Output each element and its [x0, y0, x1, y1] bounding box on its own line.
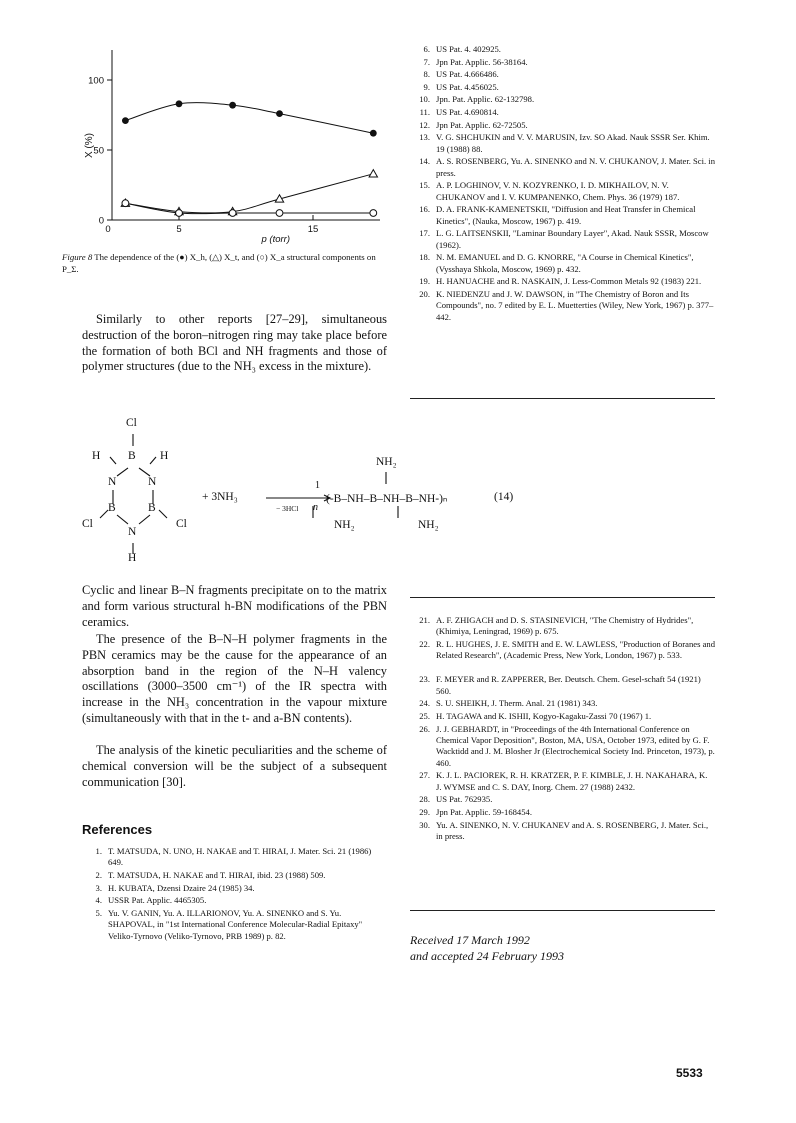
reference-number: 1.: [95, 846, 102, 856]
reference-number: 11.: [419, 107, 430, 117]
data-point-filled-circle: [276, 110, 283, 117]
x-tick-label: 0: [105, 224, 111, 235]
reference-number: 21.: [419, 615, 430, 625]
y-axis-label: X (%): [84, 133, 95, 158]
reference-text: H. KUBATA, Dzensi Dzaire 24 (1985) 34.: [108, 882, 255, 893]
data-point-filled-circle: [122, 117, 129, 124]
figure-caption-label: Figure 8: [62, 252, 93, 262]
ring-h-left: H: [92, 450, 101, 462]
data-point-filled-circle: [370, 130, 377, 137]
reference-text: K. NIEDENZU and J. W. DAWSON, in "The Chemistry of Boron and Its Compounds", no. 7 edited by E. L. Muetterties (Wiley, New York, 1967) p. 377–442.: [436, 288, 714, 322]
y-tick-label: 50: [93, 145, 104, 157]
reference-number: 5.: [95, 907, 102, 918]
data-point-open-circle: [370, 210, 377, 217]
reference-text: J. J. GEBHARDT, in "Proceedings of the 4th International Conference on Chemical Vapor Deposition", Boston, MA, USA, October 1973, edited by G. F. Wacktidd and J. M. Blosher Jr (Electrochemical Society Ind. Princeton, 1973), p. 460.: [436, 723, 715, 768]
reference-text: Jpn Pat. Applic. 62-72505.: [436, 119, 528, 130]
reference-text: US Pat. 4.456025.: [436, 81, 499, 92]
reference-number: 16.: [419, 204, 430, 215]
ring-cl-right: Cl: [176, 518, 187, 530]
chain-nh2-bottom-left: NH₂: [334, 519, 355, 531]
reference-number: 22.: [419, 639, 430, 649]
figure-8-chart: [60, 40, 400, 245]
reference-text: H. TAGAWA and K. ISHII, Kogyo-Kagaku-Zassi 70 (1967) 1.: [436, 711, 652, 721]
data-point-open-circle: [176, 210, 183, 217]
reference-text: H. HANUACHE and R. NASKAIN, J. Less-Common Metals 92 (1983) 221.: [436, 276, 702, 287]
received-date: [410, 932, 564, 964]
data-point-open-triangle: [369, 170, 377, 177]
reference-number: 13.: [419, 132, 430, 143]
data-point-open-circle: [276, 210, 283, 217]
references-list-left: [82, 846, 387, 966]
references-list-right: [410, 615, 715, 905]
reference-text: N. M. EMANUEL and D. G. KNORRE, "A Course in Chemical Kinetics", (Vysshaya Shkola, Moscow, 1969) p. 432.: [436, 252, 694, 274]
reference-number: 17.: [419, 228, 430, 239]
reference-text: L. G. LAITSENSKII, "Laminar Boundary Layer", Akad. Nauk SSSR, Moscow (1962).: [436, 228, 709, 250]
fraction-denominator: n: [313, 502, 318, 513]
series-line: [125, 103, 373, 134]
reference-number: 9.: [423, 81, 430, 92]
chain-nh2-bottom-right: NH₂: [418, 519, 439, 531]
reference-text: S. U. SHEIKH, J. Therm. Anal. 21 (1981) 343.: [436, 698, 598, 709]
reference-number: 2.: [95, 870, 102, 880]
reference-text: Jpn. Pat. Applic. 62-132798.: [436, 94, 535, 105]
ring-h-right: H: [160, 450, 169, 462]
reference-number: 26.: [419, 723, 430, 734]
figure-caption: [62, 252, 392, 275]
references-divider-top: [410, 398, 715, 399]
reference-number: 3.: [95, 882, 102, 893]
ring-b-lower-right: B: [148, 502, 156, 514]
arrow-byproduct: − 3HCl: [276, 504, 299, 513]
references-divider-mid: [410, 597, 715, 598]
reference-text: F. MEYER and R. ZAPPERER, Ber. Deutsch. Chem. Gesel-schaft 54 (1921) 560.: [436, 674, 701, 696]
reference-text: A. S. ROSENBERG, Yu. A. SINENKO and N. V. CHUKANOV, J. Mater. Sci. in press.: [436, 156, 715, 178]
reference-number: 7.: [423, 56, 430, 67]
reference-number: 14.: [419, 156, 430, 167]
references-divider-bottom: [410, 910, 715, 911]
references-heading: References: [82, 822, 153, 837]
y-tick-label: 100: [88, 75, 104, 87]
ring-h-bottom: H: [128, 552, 137, 564]
ring-n-upper-right: N: [148, 476, 157, 488]
reference-number: 27.: [419, 770, 430, 781]
data-point-open-circle: [122, 200, 129, 207]
equation-number: (14): [494, 491, 514, 503]
ring-cl-top: Cl: [126, 417, 137, 429]
x-tick-label: 15: [307, 224, 319, 235]
chart-axes: [112, 50, 380, 220]
reference-text: V. G. SHCHUKIN and V. V. MARUSIN, Izv. SO Akad. Nauk SSSR Ser. Khim. 19 (1988) 88.: [436, 132, 710, 154]
reference-text: Yu. V. GANIN, Yu. A. ILLARIONOV, Yu. A. SINENKO and S. Yu. SHAPOVAL, in "1st International Conference Molecular-Radial Epitaxy" Veliko-Tyrnovo (Veliko-Tyrnovo, PRB 1989) p. 82.: [108, 907, 363, 941]
reference-text: US Pat. 4. 402925.: [436, 44, 501, 54]
accepted-line: and accepted 24 February 1993: [410, 949, 564, 963]
reference-text: T. MATSUDA, N. UNO, H. NAKAE and T. HIRAI, J. Mater. Sci. 21 (1986) 649.: [108, 846, 372, 868]
reference-text: Jpn Pat. Applic. 59-168454.: [436, 807, 532, 817]
reference-text: USSR Pat. Applic. 4465305.: [108, 895, 207, 906]
ring-b-lower-left: B: [108, 502, 116, 514]
reference-text: D. A. FRANK-KAMENETSKII, "Diffusion and Heat Transfer in Chemical Kinetics", (Nauka, Moscow, 1967) p. 419.: [436, 204, 696, 226]
x-axis-label: p (torr): [261, 234, 290, 245]
reference-number: 10.: [419, 94, 430, 105]
ring-n-bottom: N: [128, 526, 137, 538]
reference-text: R. L. HUGHES, J. E. SMITH and E. W. LAWLESS, "Production of Boranes and Related Research", (Academic Press, New York, London, 1967) p. 533.: [436, 639, 715, 661]
data-point-open-circle: [229, 210, 236, 217]
reference-number: 18.: [419, 252, 430, 263]
x-tick-label: 5: [176, 224, 182, 235]
reference-number: 23.: [419, 674, 430, 685]
body-paragraph-4: The analysis of the kinetic peculiarities and the scheme of chemical conversion will be the subject of a subsequent communication [30].: [82, 743, 387, 789]
reference-number: 6.: [423, 44, 430, 54]
reference-text: A. F. ZHIGACH and D. S. STASINEVICH, "The Chemistry of Hydrides", (Khimiya, Leningrad, 1969) p. 675.: [436, 615, 694, 637]
reference-text: A. P. LOGHINOV, V. N. KOZYRENKO, I. D. MIKHAILOV, N. V. CHUKANOV and I. V. KUMPANENKO, Chem. Phys. 36 (1979) 187.: [436, 180, 680, 202]
reference-text: Jpn Pat. Applic. 56-38164.: [436, 56, 528, 67]
body-paragraph-1: Similarly to other reports [27–29], simultaneous destruction of the boron–nitrogen ring may take place before the formation of both BCl and NH fragments and those of polymer structures (due to the NH₃ excess in the mixture).: [82, 312, 387, 374]
reference-number: 12.: [419, 119, 430, 130]
y-tick-label: 0: [98, 215, 104, 227]
ring-b-top: B: [128, 450, 136, 462]
reagent-nh3: + 3NH₃: [202, 491, 238, 503]
reference-text: US Pat. 4.666486.: [436, 69, 499, 80]
reference-text: K. J. L. PACIOREK, R. H. KRATZER, P. F. KIMBLE, J. H. NAKAHARA, K. J. WYMSE and C. S. DAY, Inorg. Chem. 27 (1988) 2432.: [436, 770, 708, 792]
chart-series: [121, 100, 377, 216]
reference-number: 19.: [419, 276, 430, 287]
reference-text: T. MATSUDA, H. NAKAE and T. HIRAI, ibid. 23 (1988) 509.: [108, 870, 326, 880]
reference-number: 4.: [95, 895, 102, 906]
chain-nh2-top: NH₂: [376, 456, 397, 468]
data-point-filled-circle: [176, 100, 183, 107]
reference-number: 8.: [423, 69, 430, 80]
polymer-chain: (-B–NH–B–NH–B–NH-)ₙ: [326, 493, 448, 505]
body-paragraph-3: The presence of the B–N–H polymer fragments in the PBN ceramics may be the cause for the appearance of an absorption band in the region of the N–H valency oscillations (3000–3500 cm⁻¹) of the IR spectra with increase in the NH₃ concentration in the vapour mixture (simultaneously with that in the t- and a-BN contents).: [82, 632, 387, 725]
reference-number: 29.: [419, 807, 430, 817]
ring-n-upper-left: N: [108, 476, 117, 488]
body-paragraph-2: Cyclic and linear B–N fragments precipitate on to the matrix and form various structural h-BN modifications of the PBN ceramics.: [82, 583, 387, 629]
ring-cl-left: Cl: [82, 518, 93, 530]
equation-14: [80, 416, 720, 566]
data-point-filled-circle: [229, 102, 236, 109]
reference-number: 28.: [419, 794, 430, 805]
reference-text: Yu. A. SINENKO, N. V. CHUKANEV and A. S. ROSENBERG, J. Mater. Sci., in press.: [436, 819, 709, 841]
references-list-top: [410, 44, 715, 384]
series-line: [125, 174, 373, 213]
page-number: 5533: [676, 1066, 703, 1080]
fraction-numerator: 1: [315, 480, 320, 491]
chart-ticks: [88, 76, 318, 236]
reference-text: US Pat. 762935.: [436, 794, 493, 805]
reference-number: 30.: [419, 819, 430, 830]
reference-number: 24.: [419, 698, 430, 709]
reference-text: US Pat. 4.690814.: [436, 107, 499, 117]
figure-caption-text: The dependence of the (●) X_h, (△) X_t, and (○) X_a structural components on P_Σ.: [62, 252, 376, 274]
reference-number: 20.: [419, 288, 430, 299]
reference-number: 15.: [419, 180, 430, 191]
received-line: Received 17 March 1992: [410, 933, 530, 947]
reference-number: 25.: [419, 711, 430, 721]
